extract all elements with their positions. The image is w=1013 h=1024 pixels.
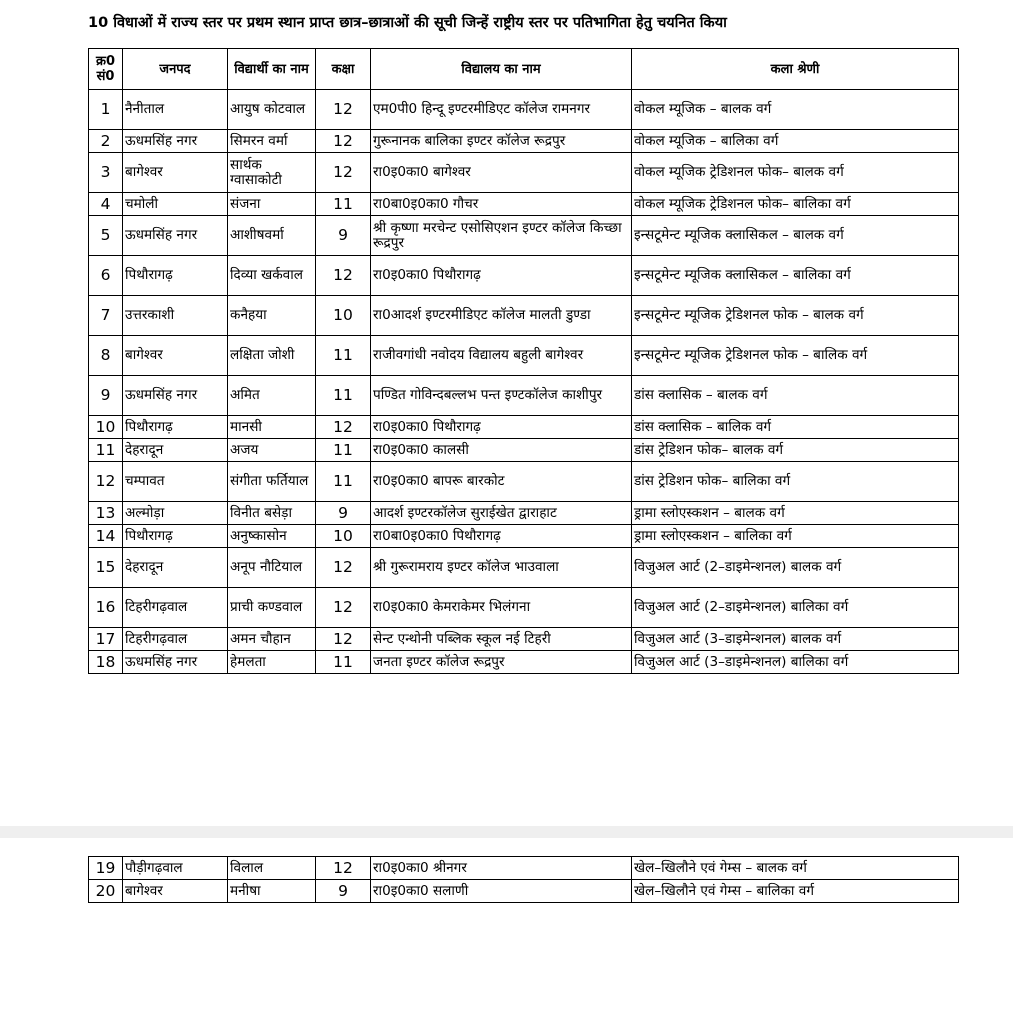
cell-class: 12 (316, 416, 371, 439)
cell-district: ऊधमसिंह नगर (123, 376, 228, 416)
cell-sno: 6 (89, 256, 123, 296)
cell-category: खेल–खिलौने एवं गेम्स – बालक वर्ग (632, 857, 959, 880)
cell-sno: 20 (89, 880, 123, 903)
cell-sno: 3 (89, 153, 123, 193)
cell-sno: 18 (89, 651, 123, 674)
cell-school: रा0इ0का0 बागेश्वर (371, 153, 632, 193)
table-row (89, 90, 959, 130)
cell-category: विजुअल आर्ट (2–डाइमेन्शनल) बालिका वर्ग (632, 588, 959, 628)
cell-category: इन्सटूमेन्ट म्यूजिक क्लासिकल – बालक वर्ग (632, 216, 959, 256)
table-row (89, 216, 959, 256)
cell-sno: 10 (89, 416, 123, 439)
cell-class: 9 (316, 502, 371, 525)
col-header-student: विद्यार्थी का नाम (228, 49, 316, 90)
table-header-row (89, 49, 959, 90)
cell-sno: 5 (89, 216, 123, 256)
cell-category: डांस क्लासिक – बालिक वर्ग (632, 416, 959, 439)
cell-school: रा0बा0इ0का0 पिथौरागढ़ (371, 525, 632, 548)
table-row (89, 336, 959, 376)
cell-student: संजना (228, 193, 316, 216)
cell-class: 12 (316, 153, 371, 193)
cell-student: मानसी (228, 416, 316, 439)
cell-student: अजय (228, 439, 316, 462)
cell-school: रा0इ0का0 सलाणी (371, 880, 632, 903)
cell-student: हेमलता (228, 651, 316, 674)
cell-district: पिथौरागढ़ (123, 256, 228, 296)
cell-class: 11 (316, 376, 371, 416)
cell-category: डांस ट्रेडिशन फोक– बालिका वर्ग (632, 462, 959, 502)
cell-class: 12 (316, 857, 371, 880)
cell-sno: 8 (89, 336, 123, 376)
cell-class: 12 (316, 90, 371, 130)
cell-category: इन्सटूमेन्ट म्यूजिक ट्रेडिशनल फोक – बालिक वर्ग (632, 336, 959, 376)
table-row (89, 651, 959, 674)
cell-category: वोकल म्यूजिक ट्रेडिशनल फोक– बालक वर्ग (632, 153, 959, 193)
selection-table (88, 48, 959, 674)
cell-sno: 17 (89, 628, 123, 651)
cell-class: 11 (316, 336, 371, 376)
cell-district: अल्मोड़ा (123, 502, 228, 525)
cell-student: अमित (228, 376, 316, 416)
cell-district: चम्पावत (123, 462, 228, 502)
cell-category: ड्रामा स्लोएस्कशन – बालिका वर्ग (632, 525, 959, 548)
cell-school: श्री गुरूरामराय इण्टर कॉलेज भाउवाला (371, 548, 632, 588)
selection-table-continued (88, 856, 959, 903)
document-title: 10 विधाओं में राज्य स्तर पर प्रथम स्थान प्राप्त छात्र–छात्राओं की सूची जिन्हें राष्ट्रीय स्तर पर पतिभागिता हेतु चयनित किया (88, 15, 727, 31)
cell-school: रा0इ0का0 पिथौरागढ़ (371, 416, 632, 439)
cell-student: कनैहया (228, 296, 316, 336)
cell-student: सिमरन वर्मा (228, 130, 316, 153)
cell-school: रा0इ0का0 श्रीनगर (371, 857, 632, 880)
cell-school: गुरूनानक बालिका इण्टर कॉलेज रूद्रपुर (371, 130, 632, 153)
table-row (89, 153, 959, 193)
cell-district: उत्तरकाशी (123, 296, 228, 336)
cell-district: बागेश्वर (123, 880, 228, 903)
table-row (89, 502, 959, 525)
cell-sno: 1 (89, 90, 123, 130)
table-row (89, 857, 959, 880)
cell-school: एम0पी0 हिन्दू इण्टरमीडिएट कॉलेज रामनगर (371, 90, 632, 130)
cell-district: टिहरीगढ़वाल (123, 588, 228, 628)
cell-district: चमोली (123, 193, 228, 216)
col-header-district: जनपद (123, 49, 228, 90)
cell-student: विलाल (228, 857, 316, 880)
cell-school: सेन्ट एन्थोनी पब्लिक स्कूल नई टिहरी (371, 628, 632, 651)
cell-district: पिथौरागढ़ (123, 525, 228, 548)
cell-class: 10 (316, 296, 371, 336)
cell-class: 12 (316, 130, 371, 153)
cell-school: पण्डित गोविन्दबल्लभ पन्त इण्टकॉलेज काशीपुर (371, 376, 632, 416)
table-row (89, 548, 959, 588)
cell-school: रा0इ0का0 पिथौरागढ़ (371, 256, 632, 296)
cell-category: विजुअल आर्ट (2–डाइमेन्शनल) बालक वर्ग (632, 548, 959, 588)
cell-class: 11 (316, 462, 371, 502)
cell-category: विजुअल आर्ट (3–डाइमेन्शनल) बालक वर्ग (632, 628, 959, 651)
cell-district: नैनीताल (123, 90, 228, 130)
cell-class: 11 (316, 193, 371, 216)
cell-class: 12 (316, 548, 371, 588)
cell-district: पिथौरागढ़ (123, 416, 228, 439)
page-break (0, 826, 1013, 838)
cell-class: 9 (316, 880, 371, 903)
cell-student: प्राची कण्डवाल (228, 588, 316, 628)
table-row (89, 256, 959, 296)
cell-student: संगीता फर्तियाल (228, 462, 316, 502)
cell-category: डांस क्लासिक – बालक वर्ग (632, 376, 959, 416)
cell-category: डांस ट्रेडिशन फोक– बालक वर्ग (632, 439, 959, 462)
cell-sno: 2 (89, 130, 123, 153)
cell-school: श्री कृष्णा मरचेन्ट एसोसिएशन इण्टर कॉलेज किच्छा रूद्रपुर (371, 216, 632, 256)
cell-school: रा0इ0का0 कालसी (371, 439, 632, 462)
cell-district: देहरादून (123, 548, 228, 588)
cell-school: रा0बा0इ0का0 गौचर (371, 193, 632, 216)
table-row (89, 376, 959, 416)
cell-school: रा0इ0का0 बापरू बारकोट (371, 462, 632, 502)
cell-sno: 9 (89, 376, 123, 416)
table-row (89, 193, 959, 216)
table-row (89, 525, 959, 548)
cell-category: वोकल म्यूजिक – बालक वर्ग (632, 90, 959, 130)
table-row (89, 588, 959, 628)
cell-sno: 12 (89, 462, 123, 502)
cell-student: सार्थक ग्वासाकोटी (228, 153, 316, 193)
cell-class: 11 (316, 439, 371, 462)
cell-sno: 15 (89, 548, 123, 588)
cell-student: लक्षिता जोशी (228, 336, 316, 376)
cell-category: विजुअल आर्ट (3–डाइमेन्शनल) बालिका वर्ग (632, 651, 959, 674)
table-row (89, 628, 959, 651)
cell-class: 11 (316, 651, 371, 674)
cell-student: दिव्या खर्कवाल (228, 256, 316, 296)
cell-district: बागेश्वर (123, 153, 228, 193)
cell-sno: 16 (89, 588, 123, 628)
cell-class: 12 (316, 588, 371, 628)
cell-category: खेल–खिलौने एवं गेम्स – बालिका वर्ग (632, 880, 959, 903)
table-row (89, 439, 959, 462)
cell-student: आशीषवर्मा (228, 216, 316, 256)
cell-sno: 4 (89, 193, 123, 216)
cell-sno: 11 (89, 439, 123, 462)
cell-category: वोकल म्यूजिक – बालिका वर्ग (632, 130, 959, 153)
cell-student: अनूप नौटियाल (228, 548, 316, 588)
cell-student: मनीषा (228, 880, 316, 903)
col-header-school: विद्यालय का नाम (371, 49, 632, 90)
table-row (89, 296, 959, 336)
cell-school: रा0इ0का0 केमराकेमर भिलंगना (371, 588, 632, 628)
cell-district: टिहरीगढ़वाल (123, 628, 228, 651)
cell-school: रा0आदर्श इण्टरमीडिएट कॉलेज मालती डुण्डा (371, 296, 632, 336)
cell-class: 12 (316, 628, 371, 651)
cell-category: ड्रामा स्लोएस्कशन – बालक वर्ग (632, 502, 959, 525)
cell-class: 12 (316, 256, 371, 296)
cell-class: 10 (316, 525, 371, 548)
cell-student: आयुष कोटवाल (228, 90, 316, 130)
table-row (89, 416, 959, 439)
col-header-class: कक्षा (316, 49, 371, 90)
cell-student: अनुष्कासोन (228, 525, 316, 548)
cell-sno: 14 (89, 525, 123, 548)
cell-district: पौड़ीगढ़वाल (123, 857, 228, 880)
cell-student: विनीत बसेड़ा (228, 502, 316, 525)
cell-district: ऊधमसिंह नगर (123, 130, 228, 153)
cell-student: अमन चौहान (228, 628, 316, 651)
cell-school: आदर्श इण्टरकॉलेज सुराईखेत द्वाराहाट (371, 502, 632, 525)
cell-district: बागेश्वर (123, 336, 228, 376)
col-header-category: कला श्रेणी (632, 49, 959, 90)
cell-category: इन्सटूमेन्ट म्यूजिक ट्रेडिशनल फोक – बालक वर्ग (632, 296, 959, 336)
table-row (89, 130, 959, 153)
col-header-sno: क्र0 सं0 (89, 49, 123, 90)
cell-district: ऊधमसिंह नगर (123, 651, 228, 674)
cell-district: देहरादून (123, 439, 228, 462)
table-row (89, 462, 959, 502)
cell-category: वोकल म्यूजिक ट्रेडिशनल फोक– बालिका वर्ग (632, 193, 959, 216)
cell-class: 9 (316, 216, 371, 256)
cell-sno: 7 (89, 296, 123, 336)
cell-sno: 19 (89, 857, 123, 880)
cell-district: ऊधमसिंह नगर (123, 216, 228, 256)
cell-school: राजीवगांधी नवोदय विद्यालय बहुली बागेश्वर (371, 336, 632, 376)
cell-category: इन्सटूमेन्ट म्यूजिक क्लासिकल – बालिका वर्ग (632, 256, 959, 296)
table-row (89, 880, 959, 903)
cell-sno: 13 (89, 502, 123, 525)
cell-school: जनता इण्टर कॉलेज रूद्रपुर (371, 651, 632, 674)
